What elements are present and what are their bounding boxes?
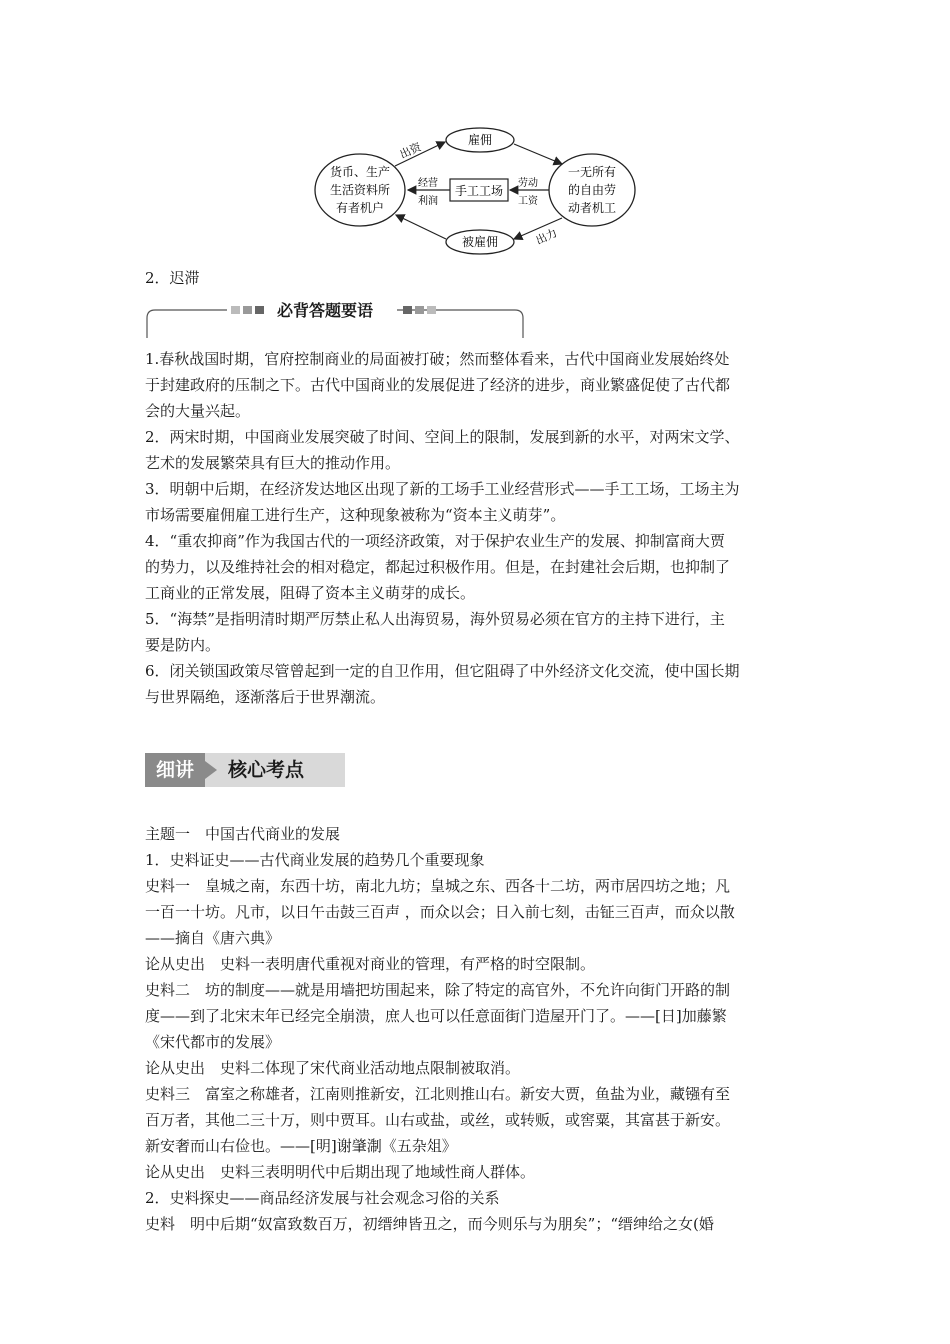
content-line: 新安奢而山右俭也。——[明]谢肇淛《五杂俎》 <box>145 1137 457 1155</box>
content-line: 《宋代都市的发展》 <box>145 1033 281 1051</box>
bibei-line: 3．明朝中后期，在经济发达地区出现了新的工场手工业经营形式——手工工场，工场主为 <box>145 480 740 498</box>
bibei-line: 要是防内。 <box>145 636 221 654</box>
top-node-label: 雇佣 <box>467 133 493 147</box>
bibei-line: 5．“海禁”是指明清时期严厉禁止私人出海贸易，海外贸易必须在官方的主持下进行，主 <box>145 610 725 628</box>
bibei-line: 市场需要雇佣雇工进行生产，这种现象被称为“资本主义萌芽”。 <box>145 506 566 524</box>
bibei-title: 必背答题要语 <box>277 301 374 320</box>
content-line: 百万者，其他二三十万，则中贾耳。山右或盐，或丝，或转贩，或窖粟，其富甚于新安。 <box>145 1111 731 1129</box>
center-box-label: 手工工场 <box>454 184 504 198</box>
content-line: 史料 明中后期“奴富致数百万，初缙绅皆丑之，而今则乐与为朋矣”；“缙绅给之女(婚 <box>145 1215 714 1233</box>
bibei-line: 4．“重农抑商”作为我国古代的一项经济政策，对于保护农业生产的发展、抑制富商大贾 <box>145 532 725 550</box>
bibei-line: 艺术的发展繁荣具有巨大的推动作用。 <box>145 454 401 472</box>
content-line: 论从史出 史料三表明明代中后期出现了地域性商人群体。 <box>145 1163 536 1181</box>
label-laodong: 劳动 <box>518 178 538 189</box>
content-line: 史料三 富室之称雄者，江南则推新安，江北则推山右。新安大贾，鱼盐为业，藏镪有至 <box>145 1085 731 1103</box>
content-line: 2．史料探史——商品经济发展与社会观念习俗的关系 <box>145 1189 500 1207</box>
bibei-line: 会的大量兴起。 <box>145 402 251 420</box>
label-jingying: 经营 <box>418 178 438 189</box>
left-node-line-1: 货币、生产 <box>329 165 391 179</box>
bibei-line: 的势力，以及维持社会的相对稳定，都起过积极作用。但是，在封建社会后期，也抑制了 <box>145 558 731 576</box>
employment-relation-diagram <box>300 120 640 260</box>
content-line: 论从史出 史料一表明唐代重视对商业的管理，有严格的时空限制。 <box>145 955 596 973</box>
content-line: 一百一十坊。凡市，以日午击鼓三百声 ，而众以会；日入前七刻，击钲三百声，而众以散 <box>145 903 735 921</box>
label-chuzi: 出资 <box>397 140 424 162</box>
right-node-line-1: 一无所有 <box>567 165 617 179</box>
right-node-line-3: 动者机工 <box>567 201 617 215</box>
bibei-line: 工商业的正常发展，阻碍了资本主义萌芽的成长。 <box>145 584 476 602</box>
xijiang-tag: 细讲 <box>145 753 205 787</box>
xijiang-title: 核心考点 <box>228 759 305 781</box>
bottom-node-label: 被雇佣 <box>461 235 499 249</box>
bibei-line: 2．两宋时期，中国商业发展突破了时间、空间上的限制，发展到新的水平，对两宋文学、 <box>145 428 740 446</box>
label-lirun: 利润 <box>418 196 438 207</box>
content-line: 史料二 坊的制度——就是用墙把坊围起来，除了特定的高官外，不允许向街门开路的制 <box>145 981 731 999</box>
content-line: 史料一 皇城之南，东西十坊，南北九坊；皇城之东、西各十二坊，两市居四坊之地；凡 <box>145 877 731 895</box>
content-line: ——摘自《唐六典》 <box>145 929 281 947</box>
content-line: 1．史料证史——古代商业发展的趋势几个重要现象 <box>145 851 485 869</box>
label-gongzi: 工资 <box>518 196 538 207</box>
bibei-line: 与世界隔绝，逐渐落后于世界潮流。 <box>145 688 386 706</box>
bibei-line: 1.春秋战国时期，官府控制商业的局面被打破；然而整体看来，古代中国商业发展始终处 <box>145 350 730 368</box>
right-node-line-2: 的自由劳 <box>567 183 617 197</box>
content-line: 主题一 中国古代商业的发展 <box>145 825 341 843</box>
left-node-line-2: 生活资料所 <box>329 183 391 197</box>
content-line: 度——到了北宋末年已经完全崩溃，庶人也可以任意面街门造屋开门了。——[日]加藤繁 <box>145 1007 727 1025</box>
label-chuli: 出力 <box>533 226 560 248</box>
content-line: 论从史出 史料二体现了宋代商业活动地点限制被取消。 <box>145 1059 521 1077</box>
item-2: 2．迟滞 <box>145 269 200 287</box>
bibei-line: 6．闭关锁国政策尽管曾起到一定的自卫作用，但它阻碍了中外经济文化交流，使中国长期 <box>145 662 740 680</box>
left-node-line-3: 有者机户 <box>335 201 385 215</box>
bibei-line: 于封建政府的压制之下。古代中国商业的发展促进了经济的进步，商业繁盛促使了古代都 <box>145 376 731 394</box>
